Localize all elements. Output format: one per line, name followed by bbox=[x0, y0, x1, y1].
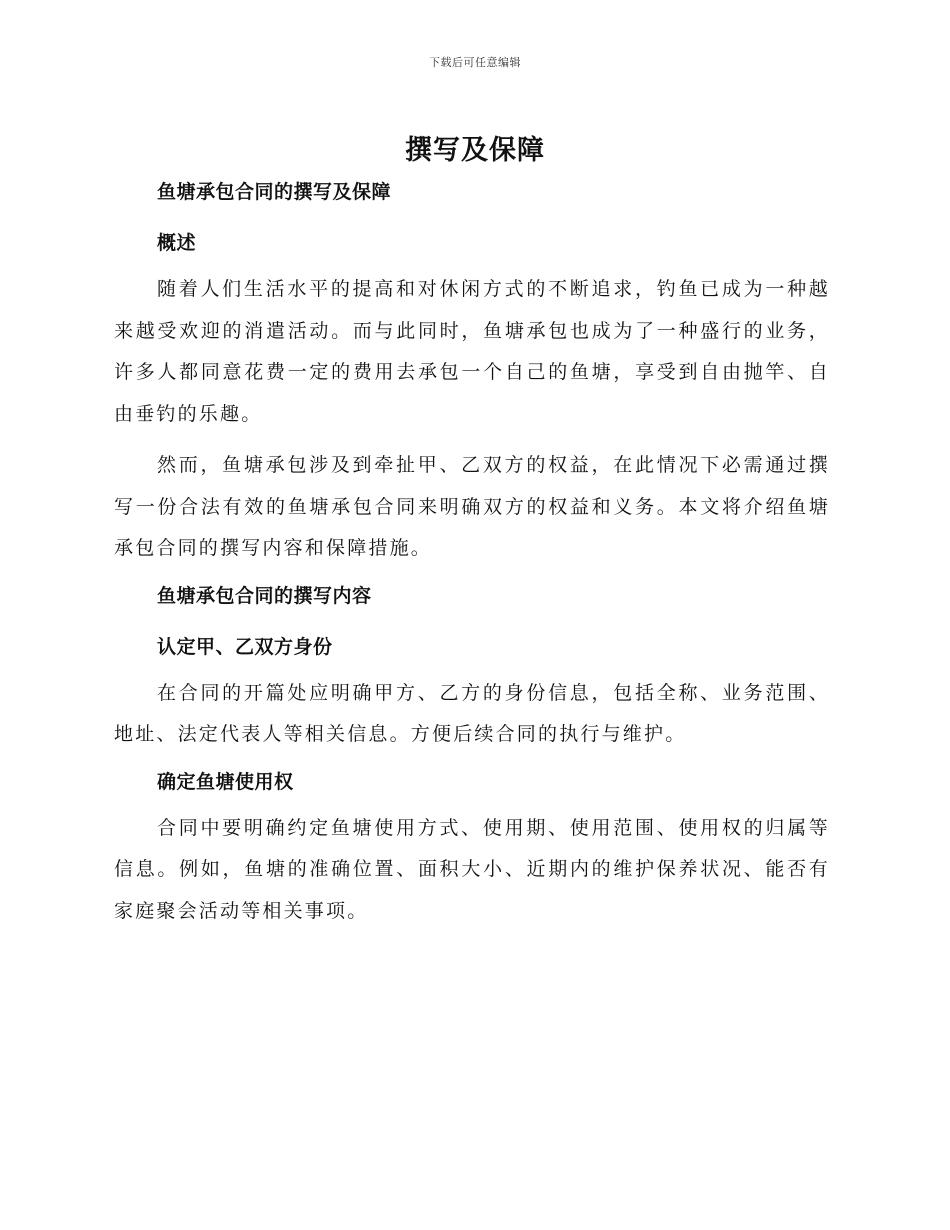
document-subtitle: 鱼塘承包合同的撰写及保障 bbox=[157, 181, 392, 203]
heading-identity: 认定甲、乙双方身份 bbox=[157, 635, 333, 658]
paragraph-overview-1: 随着人们生活水平的提高和对休闲方式的不断追求，钓鱼已成为一种越来越受欢迎的消遣活动。而与此同时，鱼塘承包也成为了一种盛行的业务，许多人都同意花费一定的费用去承包一个自己的鱼塘，享受到自由抛竿、自由垂钓的乐趣。 bbox=[114, 278, 830, 425]
document-body bbox=[114, 176, 830, 932]
paragraph-overview-2: 然而，鱼塘承包涉及到牵扯甲、乙双方的权益，在此情况下必需通过撰写一份合法有效的鱼塘承包合同来明确双方的权益和义务。本文将介绍鱼塘承包合同的撰写内容和保障措施。 bbox=[114, 454, 830, 559]
heading-contract-content: 鱼塘承包合同的撰写内容 bbox=[157, 584, 372, 607]
heading-overview: 概述 bbox=[157, 232, 197, 254]
heading-use-right: 确定鱼塘使用权 bbox=[157, 770, 294, 793]
paragraph-identity: 在合同的开篇处应明确甲方、乙方的身份信息，包括全称、业务范围、地址、法定代表人等相关信息。方便后续合同的执行与维护。 bbox=[114, 681, 830, 745]
document-title: 撰写及保障 bbox=[405, 135, 545, 166]
paragraph-use-right: 合同中要明确约定鱼塘使用方式、使用期、使用范围、使用权的归属等信息。例如，鱼塘的准确位置、面积大小、近期内的维护保养状况、能否有家庭聚会活动等相关事项。 bbox=[114, 816, 830, 922]
header-note: 下载后可任意编辑 bbox=[429, 56, 521, 69]
